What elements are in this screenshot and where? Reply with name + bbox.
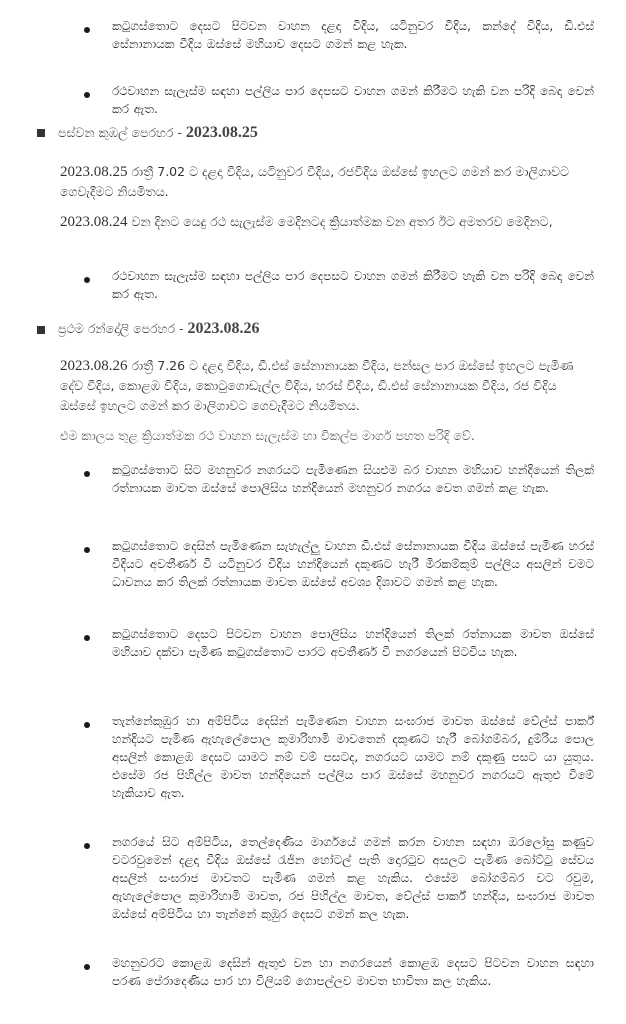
bullet-marker [84,843,90,849]
bullet-marker [84,722,90,728]
paragraph-date: 2023.08.24 [60,214,128,230]
paragraph [60,162,594,202]
section-heading-label: ප්‍රථම රන්දෝලි පෙරහර - [58,321,188,336]
section-marker [37,129,45,137]
section-heading [58,320,260,338]
section-heading-date: 2023.08.25 [185,124,258,141]
paragraph-text: වන දිනට යෙදු රථ සැලැස්ම මෙදිනටද ක්‍රියාත්මක වන අතර ඊට අමතරව මෙදිනට, [127,214,553,229]
bullet-marker [84,547,90,553]
bullet-item: කටුගස්තොට දෙසින් පැමිණෙන සැහැල්ලු වාහන ඩී.එස් සේනානායක වීදිය ඔස්සේ පැමිණ හරස් වීදියට අවතීර්ණ වී යටිනුවර වීදිය හන්දියෙන් දකුණට හැරී මීරකම්කුම් පල්ලිය අසලින් වමට ධාවනය කර තිලක් රත්නායක මාවත ඔස්සේ අවශ්‍ය දිශාවට ගමන් කළ හැක. [112,539,594,589]
bullet-item: කටුගස්තොට දෙසට පිටවන වාහන දළදා වීදිය, යටිනුවර වීදිය, කන්දේ වීදිය, ඩී.එස් සේනානායක වීදිය ඔස්සේ මහියාව දෙසට ගමන් කළ හැක. [112,19,594,51]
paragraph-text: රාත්‍රී 7.02 ට දළදා වීදිය, යටිනුවර වීදිය, රජවීදිය ඔස්සේ ඉහලට ගමන් කර මාලිගාවට ගෙවැදීමට නියමිතය. [60,164,569,199]
paragraph: එම කාලය තුළ ක්‍රියාත්මක රථ වාහන සැලැස්ම හා විකල්ප මාර්ග පහත පරිදි වේ. [60,428,475,443]
section-heading-label: පස්වන කුඹල් පෙරහර - [58,125,186,140]
paragraph-text: රාත්‍රී 7.26 ට දළදා වීදිය, ඩී.එස් සේනානායක වීදිය, පන්සල පාර ඔස්සේ ඉහලට පැමිණ දේව වීදිය, කොළඹ වීදිය, කොටුගොඩැල්ල වීදිය, හරස් වීදිය, ඩී.එස් සේනානායක වීදිය, රජ වීදිය ඔස්සේ ඉහලට ගමන් කර මාලිගාවට ගෙවැදීමට නියමිතය. [60,358,574,413]
bullet-marker [84,27,90,33]
bullet-item: නගරයේ සිට අම්පිටිය, තෙල්දෙණිය මාර්ගයේ ගමන් කරන වාහන සඳහා ඔරලෝසු කණුව වටරවුමෙන් දළදා වීදිය ඔස්සේ රැජින හෝටල් පැති දොරටුව අසලට පැමිණ බෝට්ටු සේවය අසලින් සංඝරාජ මාවතට පැමිණ ගමන් කළ හැකිය. එසේම බෝගම්බර වට රවුම, ඇහැලේපොල කුමාරිහාමි මාවත, රජ පිහිල්ල මාවත, වේල්ස් පාර්ක් හන්දිය, සංඝරාජ මාවත ඔස්සේ අම්පිටිය හා තැන්නේ කුඹුර දෙසට ගමන් කල හැක. [112,835,594,921]
paragraph [60,356,594,416]
bullet-item: රථවාහන සැලැස්ම සඳහා පල්ලිය පාර දෙපසට වාහන ගමන් කිරීමට හැකි වන පරිදි බෙදා වෙන් කර ඇත. [112,269,594,301]
section-marker [37,326,45,334]
bullet-marker [84,92,90,98]
bullet-item: කටුගස්තොට සිට මහනුවර නගරයට පැමිණෙන සියළුම බර වාහන මහියාව හන්දියෙන් තිලක් රත්නායක මාවත ඔස්සේ පොලිසිය හන්දියෙන් මහනුවර නගරය වෙත ගමන් කළ හැක. [112,463,594,495]
bullet-marker [84,277,90,283]
bullet-item: කටුගස්තොට දෙසට පිටවන වාහන පොලිසිය හන්දියෙන් තිලක් රත්නායක මාවත ඔස්සේ මහියාව දක්වා පැමිණ කටුගස්තොට පාරට අවතීර්ණ වී නගරයෙන් පිටවිය හැක. [112,627,594,659]
paragraph [60,212,594,232]
bullet-item: තැන්නේකුඹුර හා අම්පිටිය දෙසින් පැමිණෙන වාහන සංඝරාජ මාවත ඔස්සේ වේල්ස් පාර්ක් හන්දියට පැමිණ ඇහැලේපොල කුමාරිහාමි මාවතෙන් දකුණට හැරී බෝගම්බර, දුම්රිය පොල අසලින් කොළඹ දෙසට යාමට නම් වම් පසටද, නගරයට යාමට නම් දකුණු පසට යා යුතුය. එසේම රජ පිහිල්ල මාවත හන්දියෙන් පල්ලිය පාර ඔස්සේ මහනුවර නගරයට ඇතුළු වීමේ හැකියාව ඇත. [112,714,594,800]
bullet-marker [84,471,90,477]
bullet-marker [84,964,90,970]
bullet-item: රථවාහන සැලැස්ම සඳහා පල්ලිය පාර දෙපසට වාහන ගමන් කිරීමට හැකි වන පරිදි බෙදා වෙන් කර ඇත. [112,84,594,116]
bullet-item: මහනුවරට කොළඹ දෙසින් ඇතුළු වන හා නගරයෙන් කොළඹ දෙසට පිටවන වාහන සඳහා පරණ පේරාදෙණිය පාර හා විලියම් ගොපල්ලව මාවත භාවිතා කල හැකිය. [112,956,594,988]
section-heading-date: 2023.08.26 [187,320,260,337]
paragraph-date: 2023.08.26 [60,358,128,374]
paragraph-date: 2023.08.25 [60,164,128,180]
bullet-marker [84,635,90,641]
section-heading [58,124,258,142]
